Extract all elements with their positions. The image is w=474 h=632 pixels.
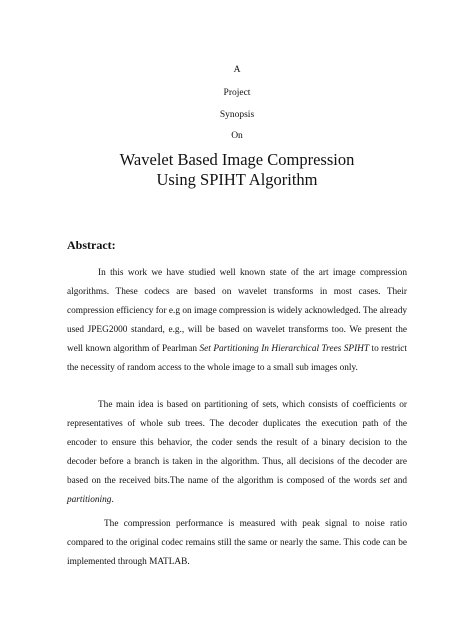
abstract-paragraph-2 — [67, 396, 407, 510]
paragraph-2-italic-partitioning: partitioning — [67, 495, 112, 505]
paragraph-2-text-end: . — [111, 495, 114, 505]
abstract-paragraph-3: The compression performance is measured with peak signal to noise ratio compared to the original codec remains still the same or nearly the same. This code can be implemented through MATLAB. — [67, 519, 407, 567]
header-line-project: Project — [223, 88, 251, 98]
paragraph-2-text-and: and — [390, 476, 407, 486]
header-line-on: On — [231, 131, 243, 141]
document-title-line-1: Wavelet Based Image Compression — [119, 150, 355, 169]
header-line-synopsis: Synopsis — [219, 110, 255, 120]
document-title-line-2: Using SPIHT Algorithm — [156, 170, 318, 189]
abstract-paragraph-1 — [67, 264, 407, 378]
abstract-heading: Abstract: — [67, 238, 116, 252]
paragraph-1-text-end: to restrict the necessity of random access to the whole image to a small sub images only. — [67, 344, 407, 373]
paragraph-2-italic-set: set — [379, 476, 391, 486]
paragraph-1-italic-term: Set Partitioning In Hierarchical Trees SPIHT — [199, 344, 370, 354]
paragraph-1-text-start: In this work we have studied well known state of the art image compression algorithms. These codecs are based on wavelet transforms in most cases. Their compression efficiency for e.g on image compression is widely acknowledged. The already used JPEG2000 standard, e.g., will be based on wavelet transforms too. We present the well known algorithm of Pearlman — [67, 268, 407, 354]
paragraph-2-text-start: The main idea is based on partitioning of sets, which consists of coefficients or representatives of whole sub trees. The decoder duplicates the execution path of the encoder to ensure this behavior, the coder sends the result of a binary decision to the decoder before a branch is taken in the algorithm. Thus, all decisions of the decoder are based on the received bits.The name of the algorithm is composed of the words — [67, 400, 407, 486]
header-line-a: A — [233, 65, 241, 75]
